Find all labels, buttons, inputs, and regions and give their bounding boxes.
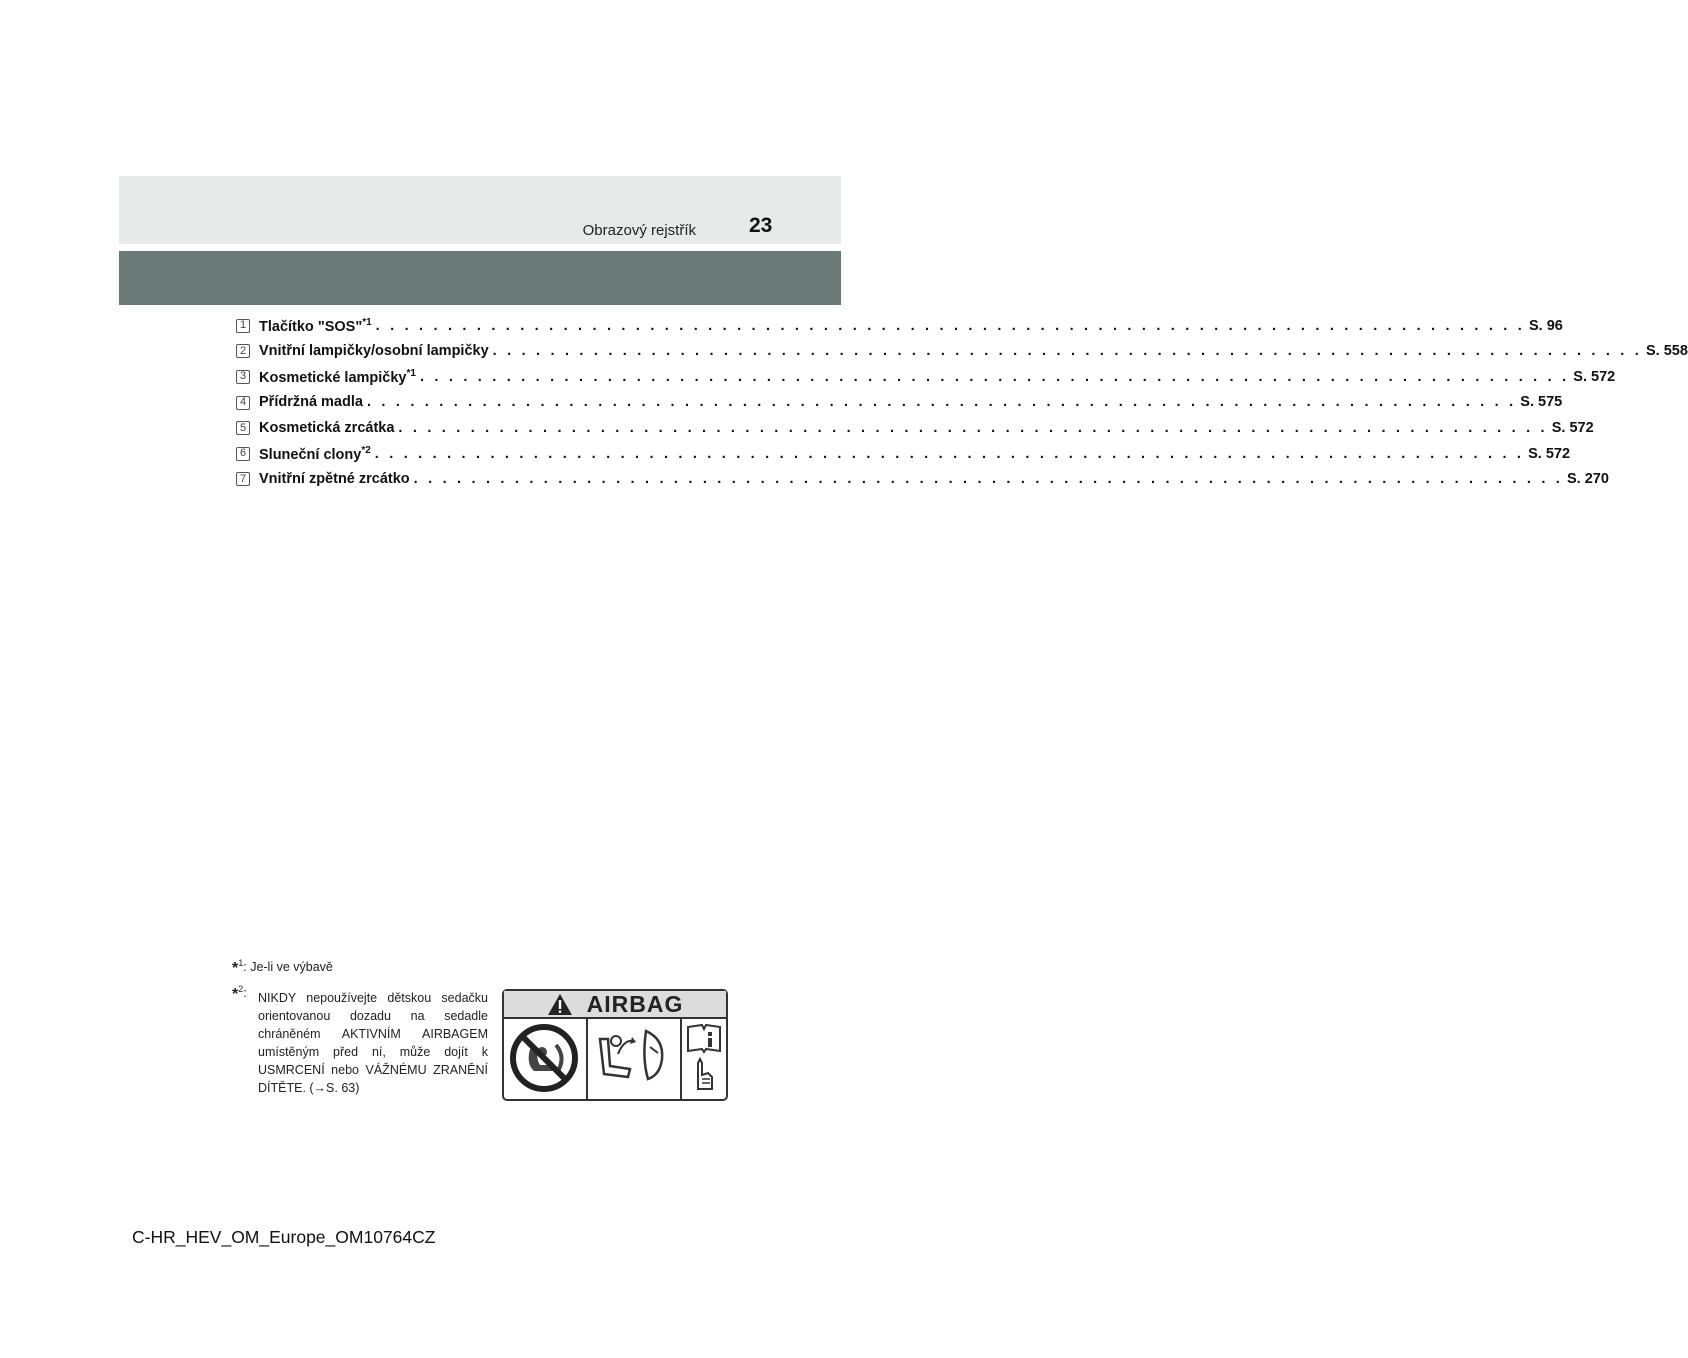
warning-triangle-icon bbox=[547, 993, 573, 1016]
child-seat-airbag-deploy-icon bbox=[588, 1019, 678, 1097]
index-item bbox=[236, 313, 1563, 339]
footnote-1: *$^1$: Je-li ve výbavě bbox=[232, 958, 333, 978]
leader-dots: . . . . . . . . . . . . . . . . . . . . . . . . . . . . . . . . . . . . . . . . . . . . . . . . . . . . . . . . . . . . . . . . . . . . . . . . . . . . . . . . bbox=[366, 394, 1517, 411]
index-list bbox=[236, 313, 1688, 492]
leader-dots: . . . . . . . . . . . . . . . . . . . . . . . . . . . . . . . . . . . . . . . . . . . . . . . . . . . . . . . . . . . . . . . . . . . . . . . . . . . . . . . . bbox=[419, 368, 1570, 385]
header-band-dark bbox=[119, 251, 841, 305]
leader-dots: . . . . . . . . . . . . . . . . . . . . . . . . . . . . . . . . . . . . . . . . . . . . . . . . . . . . . . . . . . . . . . . . . . . . . . . . . . . . . . . . bbox=[492, 343, 1642, 360]
item-page-ref: S. 572 bbox=[1573, 368, 1616, 385]
item-page-ref: S. 96 bbox=[1529, 317, 1563, 334]
item-number-badge: 2 bbox=[236, 344, 250, 358]
footnote-2-marker: *$^2$: bbox=[232, 984, 247, 1004]
item-page-ref: S. 572 bbox=[1551, 419, 1594, 436]
airbag-title: AIRBAG bbox=[586, 990, 684, 1017]
item-number-badge: 1 bbox=[236, 319, 250, 333]
footnote-1-text: : Je-li ve výbavě bbox=[243, 960, 333, 975]
item-page-ref: S. 558 bbox=[1646, 343, 1688, 360]
item-label-text: Vnitřní zpětné zrcátko bbox=[259, 471, 410, 488]
index-item bbox=[236, 467, 1609, 493]
item-label bbox=[259, 472, 410, 487]
item-number-badge: 6 bbox=[236, 447, 250, 461]
item-label-text: Vnitřní lampičky/osobní lampičky bbox=[259, 343, 489, 360]
read-manual-icon bbox=[682, 1019, 726, 1097]
no-rear-facing-child-seat-icon bbox=[504, 1019, 584, 1097]
index-item bbox=[236, 364, 1616, 390]
item-number-badge: 5 bbox=[236, 421, 250, 435]
page-number: 23 bbox=[749, 214, 773, 237]
index-item bbox=[236, 415, 1594, 441]
airbag-warning-label bbox=[502, 989, 728, 1101]
item-label-text: Sluneční clony bbox=[259, 446, 362, 463]
item-number-badge: 4 bbox=[236, 396, 250, 410]
item-label bbox=[259, 421, 394, 436]
item-page-ref: S. 270 bbox=[1567, 471, 1609, 488]
airbag-label-header bbox=[504, 991, 726, 1019]
item-label bbox=[259, 344, 489, 359]
item-footnote-ref: *1 bbox=[362, 316, 372, 328]
leader-dots: . . . . . . . . . . . . . . . . . . . . . . . . . . . . . . . . . . . . . . . . . . . . . . . . . . . . . . . . . . . . . . . . . . . . . . . . . . . . . . . . bbox=[375, 317, 1525, 334]
leader-dots: . . . . . . . . . . . . . . . . . . . . . . . . . . . . . . . . . . . . . . . . . . . . . . . . . . . . . . . . . . . . . . . . . . . . . . . . . . . . . . . . bbox=[398, 419, 1548, 436]
item-footnote-ref: *2 bbox=[361, 444, 371, 456]
index-item bbox=[236, 441, 1571, 467]
item-label bbox=[259, 318, 372, 335]
footnote-2-text: NIKDY nepoužívejte dětskou sedačku orientovanou dozadu na sedadle chráněném AKTIVNÍM AIRBAGEM umístěným před ní, může dojít k USMRCENÍ nebo VÁŽNÉMU ZRANĚNÍ DÍTĚTE. (→S. 63) bbox=[258, 991, 488, 1095]
item-label bbox=[259, 369, 416, 386]
item-footnote-ref: *1 bbox=[406, 367, 416, 379]
airbag-panel-deployment bbox=[588, 1019, 682, 1099]
document-code: C-HR_HEV_OM_Europe_OM10764CZ bbox=[132, 1227, 436, 1247]
item-page-ref: S. 575 bbox=[1520, 394, 1563, 411]
footnote-1-mark: 1 bbox=[238, 958, 244, 968]
section-title: Obrazový rejstřík bbox=[582, 222, 696, 239]
item-number-badge: 3 bbox=[236, 370, 250, 384]
index-item bbox=[236, 339, 1688, 365]
index-item bbox=[236, 390, 1563, 416]
airbag-panel-prohibition bbox=[504, 1019, 588, 1099]
item-number-badge: 7 bbox=[236, 472, 250, 486]
item-label-text: Přídržná madla bbox=[259, 394, 363, 411]
footnote-2-mark: 2 bbox=[238, 984, 244, 994]
leader-dots: . . . . . . . . . . . . . . . . . . . . . . . . . . . . . . . . . . . . . . . . . . . . . . . . . . . . . . . . . . . . . . . . . . . . . . . . . . . . . . . . bbox=[413, 471, 1564, 488]
leader-dots: . . . . . . . . . . . . . . . . . . . . . . . . . . . . . . . . . . . . . . . . . . . . . . . . . . . . . . . . . . . . . . . . . . . . . . . . . . . . . . . . bbox=[374, 445, 1525, 462]
item-label-text: Kosmetická zrcátka bbox=[259, 419, 395, 436]
item-label-text: Tlačítko "SOS" bbox=[259, 318, 363, 335]
item-label-text: Kosmetické lampičky bbox=[259, 369, 407, 386]
item-label bbox=[259, 446, 371, 463]
item-label bbox=[259, 395, 363, 410]
airbag-panel-manual bbox=[682, 1019, 726, 1099]
item-page-ref: S. 572 bbox=[1528, 445, 1571, 462]
header-band-light bbox=[119, 176, 841, 244]
